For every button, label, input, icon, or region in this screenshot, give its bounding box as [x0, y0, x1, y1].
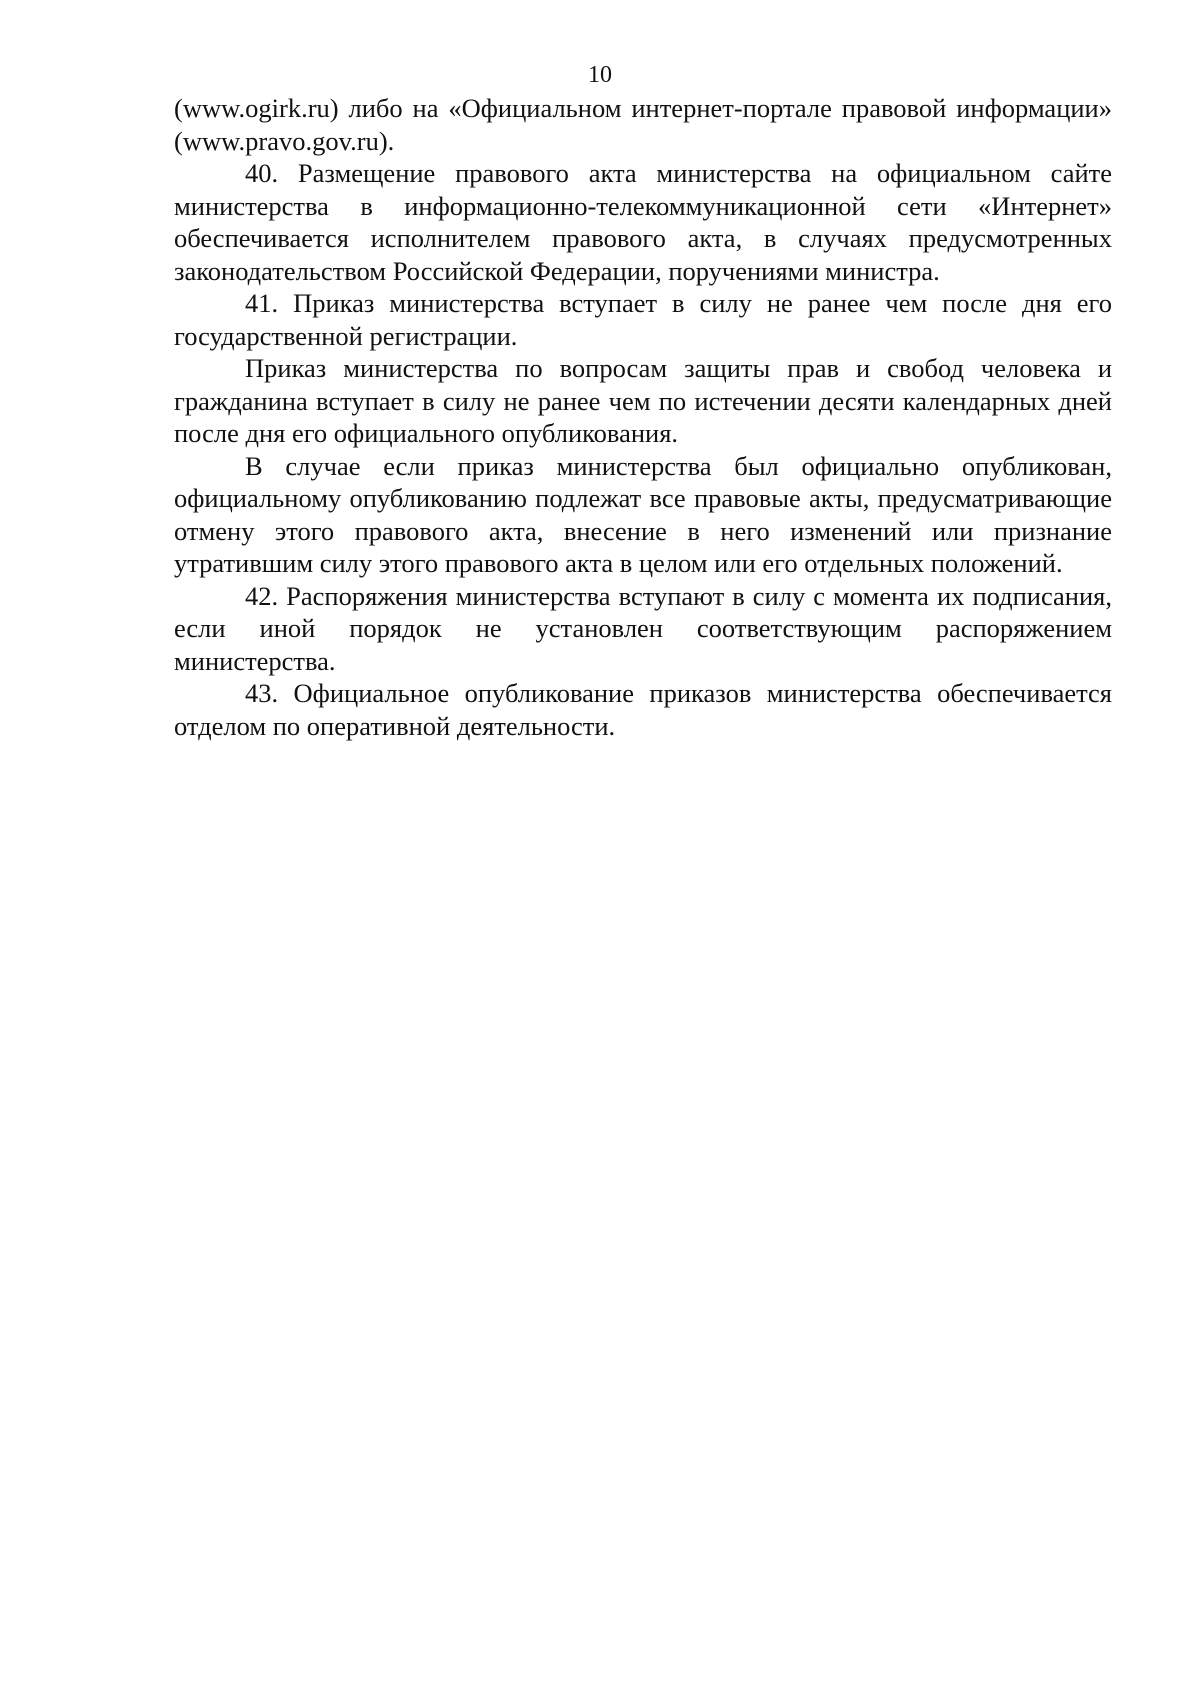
- paragraph-item-42: 42. Распоряжения министерства вступают в силу с момента их подписания, если иной порядок не установлен соответствующим распоряжением министерства.: [174, 580, 1112, 676]
- paragraph-item-43: 43. Официальное опубликование приказов министерства обеспечивается отделом по оперативной деятельности.: [174, 678, 1112, 741]
- paragraph-human-rights-order: Приказ министерства по вопросам защиты прав и свобод человека и гражданина вступает в силу не ранее чем по истечении десяти календарных дней после дня его официального опубликования.: [174, 353, 1112, 448]
- paragraph-published-order-amendments: В случае если приказ министерства был официально опубликован, официальному опубликованию подлежат все правовые акты, предусматривающие отмену этого правового акта, внесение в него изменений или признание утратившим силу этого правового акта в целом или его отдельных положений.: [174, 450, 1112, 578]
- page-number: 10: [588, 62, 612, 88]
- paragraph-item-40: 40. Размещение правового акта министерства на официальном сайте министерства в информационно-телекоммуникационной сети «Интернет» обеспечивается исполнителем правового акта, в случаях предусмотренных законодательством Российской Федерации, поручениями министра.: [174, 158, 1112, 286]
- document-body: [174, 92, 1112, 742]
- paragraph-continuation: (www.ogirk.ru) либо на «Официальном интернет-портале правовой информации» (www.pravo.gov.ru).: [174, 93, 1112, 156]
- paragraph-item-41: 41. Приказ министерства вступает в силу не ранее чем после дня его государственной регистрации.: [174, 288, 1112, 351]
